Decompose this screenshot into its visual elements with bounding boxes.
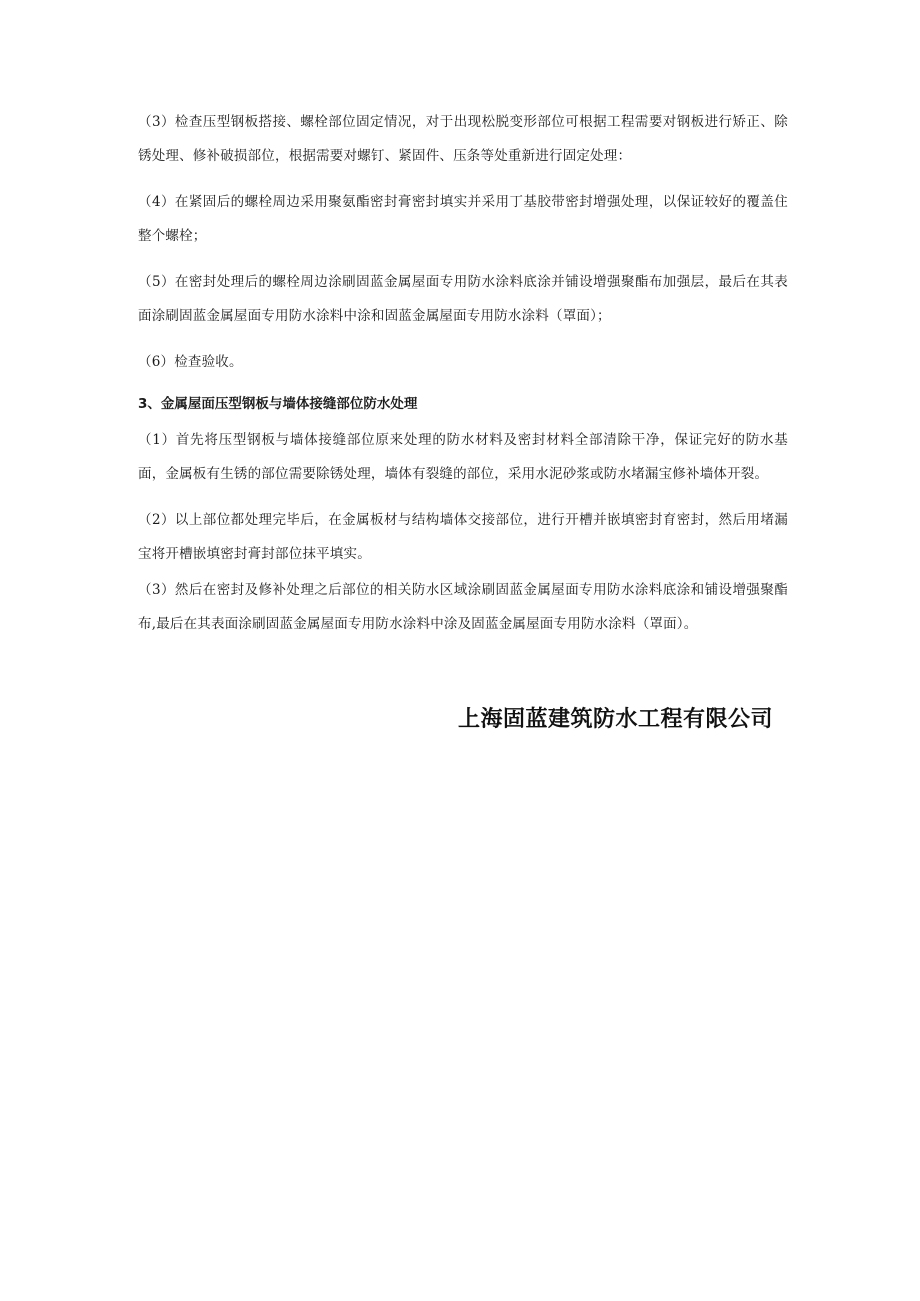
paragraph-step-6-acceptance: （6）检查验收。 xyxy=(138,354,243,370)
section-heading-wall-joint: 3、金属屋面压型钢板与墙体接缝部位防水处理 xyxy=(138,396,418,412)
paragraph-step-4-seal-bolts: （4）在紧固后的螺栓周边采用聚氨酯密封膏密封填实并采用丁基胶带密封增强处理，以保证较好的覆盖住整个螺栓； xyxy=(138,194,788,244)
paragraph-wall-step-1: （1）首先将压型钢板与墙体接缝部位原来处理的防水材料及密封材料全部清除干净，保证完好的防水基面，金属板有生锈的部位需要除锈处理，墙体有裂缝的部位，采用水泥砂浆或防水堵漏宝修补墙体开裂。 xyxy=(138,432,788,482)
paragraph-step-5-coating: （5）在密封处理后的螺栓周边涂刷固蓝金属屋面专用防水涂料底涂并铺设增强聚酯布加强层，最后在其表面涂刷固蓝金属屋面专用防水涂料中涂和固蓝金属屋面专用防水涂料（罩面）； xyxy=(138,274,788,324)
company-name: 上海固蓝建筑防水工程有限公司 xyxy=(458,707,774,732)
document-body xyxy=(138,105,788,641)
paragraph-wall-step-2: （2）以上部位都处理完毕后，在金属板材与结构墙体交接部位，进行开槽并嵌填密封育密封，然后用堵漏宝将开槽嵌填密封膏封部位抹平填实。 xyxy=(138,512,788,562)
paragraph-step-3-inspect-bolts: （3）检查压型钢板搭接、螺栓部位固定情况，对于出现松脱变形部位可根据工程需要对钢板进行矫正、除锈处理、修补破损部位，根据需要对螺钉、紧固件、压条等处重新进行固定处理： xyxy=(138,114,788,164)
paragraph-wall-step-3: （3）然后在密封及修补处理之后部位的相关防水区域涂刷固蓝金属屋面专用防水涂料底涂和铺设增强聚酯布,最后在其表面涂刷固蓝金属屋面专用防水涂料中涂及固蓝金属屋面专用防水涂料（罩面）。 xyxy=(138,582,788,632)
